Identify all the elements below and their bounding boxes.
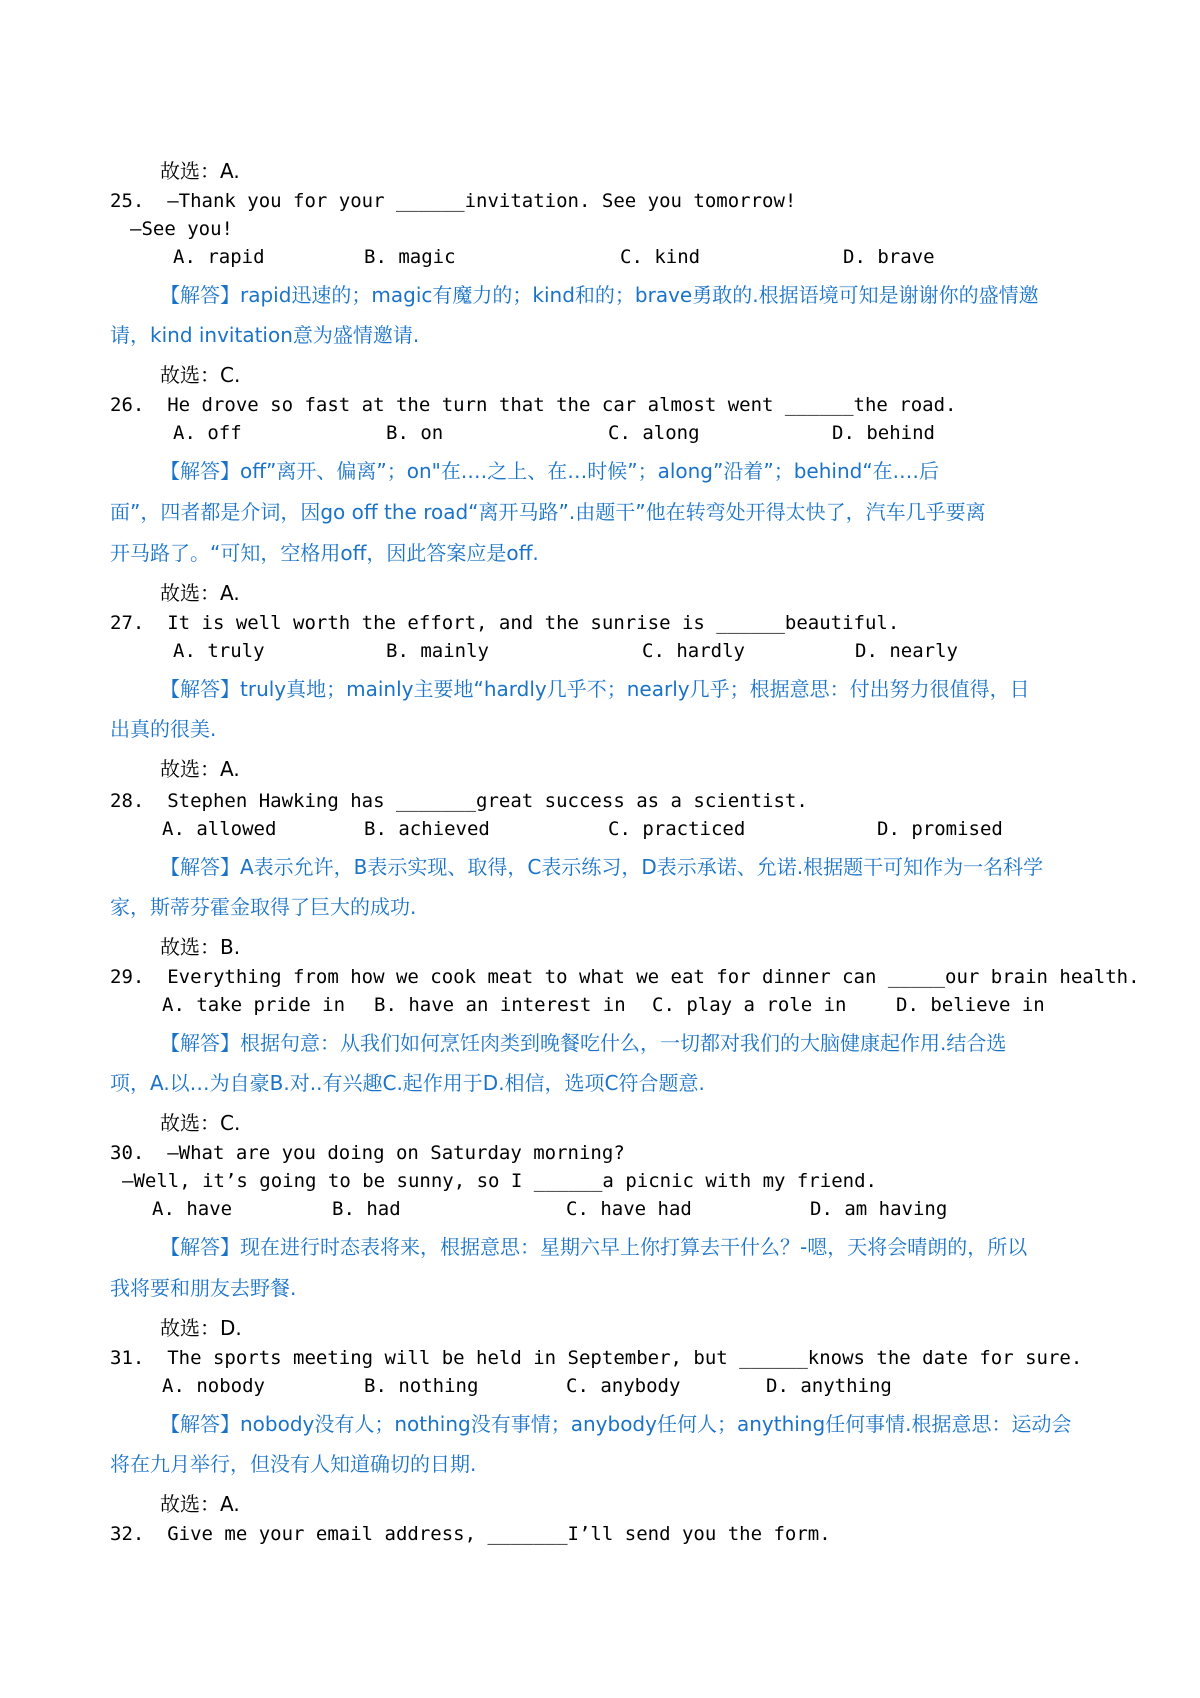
option-31-a: A. nobody — [162, 1375, 265, 1397]
analysis-31-line1: 【解答】nobody没有人；nothing没有事情；anybody任何人；anything任何事情.根据意思：运动会 — [160, 1412, 1072, 1436]
option-26-c: C. along — [608, 422, 700, 444]
analysis-31-line2: 将在九月举行，但没有人知道确切的日期. — [110, 1452, 477, 1476]
option-30-c: C. have had — [566, 1198, 692, 1220]
question-25-reply: —See you! — [130, 218, 233, 240]
choice-27: 故选：A. — [160, 757, 240, 781]
choice-31: 故选：A. — [160, 1492, 240, 1516]
choice-26: 故选：A. — [160, 581, 240, 605]
question-30-reply: —Well, it’s going to be sunny, so I ______a picnic with my friend. — [122, 1170, 877, 1192]
option-28-d: D. promised — [877, 818, 1003, 840]
question-27: 27. It is well worth the effort, and the sunrise is ______beautiful. — [110, 612, 900, 634]
choice-25: 故选：C. — [160, 363, 241, 387]
option-27-d: D. nearly — [855, 640, 958, 662]
analysis-27-line2: 出真的很美. — [110, 717, 217, 741]
option-25-b: B. magic — [364, 246, 456, 268]
question-28: 28. Stephen Hawking has _______great success as a scientist. — [110, 790, 808, 812]
option-26-b: B. on — [386, 422, 444, 444]
analysis-26-line2: 面”，四者都是介词，因go off the road“离开马路”.由题干”他在转弯处开得太快了，汽车几乎要离 — [110, 500, 986, 524]
option-30-d: D. am having — [810, 1198, 948, 1220]
option-25-c: C. kind — [620, 246, 701, 268]
option-31-c: C. anybody — [566, 1375, 681, 1397]
option-29-d: D. believe in — [896, 994, 1045, 1016]
question-26: 26. He drove so fast at the turn that the car almost went ______the road. — [110, 394, 957, 416]
option-30-a: A. have — [152, 1198, 233, 1220]
analysis-30-line1: 【解答】现在进行时态表将来，根据意思：星期六早上你打算去干什么？-嗯，天将会晴朗的，所以 — [160, 1235, 1028, 1259]
analysis-25-line1: 【解答】rapid迅速的；magic有魔力的；kind和的；brave勇敢的.根据语境可知是谢谢你的盛情邀 — [160, 283, 1039, 307]
choice-29: 故选：C. — [160, 1111, 241, 1135]
question-32: 32. Give me your email address, _______I’ll send you the form. — [110, 1523, 831, 1545]
analysis-30-line2: 我将要和朋友去野餐. — [110, 1276, 297, 1300]
option-28-a: A. allowed — [162, 818, 277, 840]
option-27-a: A. truly — [173, 640, 265, 662]
option-30-b: B. had — [332, 1198, 401, 1220]
question-31: 31. The sports meeting will be held in September, but ______knows the date for sure. — [110, 1347, 1083, 1369]
analysis-29-line1: 【解答】根据句意：从我们如何烹饪肉类到晚餐吃什么，一切都对我们的大脑健康起作用.结合选 — [160, 1031, 1007, 1055]
question-30: 30. —What are you doing on Saturday morning? — [110, 1142, 625, 1164]
option-28-c: C. practiced — [608, 818, 746, 840]
analysis-27-line1: 【解答】truly真地；mainly主要地“hardly几乎不；nearly几乎；根据意思：付出努力很值得，日 — [160, 677, 1030, 701]
analysis-26-line1: 【解答】off”离开、偏离”；on"在.…之上、在…时候”；along”沿着”；behind“在.…后 — [160, 459, 940, 483]
choice-24: 故选：A. — [160, 159, 240, 183]
option-27-c: C. hardly — [642, 640, 745, 662]
question-29: 29. Everything from how we cook meat to what we eat for dinner can _____our brain health. — [110, 966, 1140, 988]
option-28-b: B. achieved — [364, 818, 490, 840]
choice-28: 故选：B. — [160, 935, 241, 959]
analysis-28-line2: 家，斯蒂芬霍金取得了巨大的成功. — [110, 895, 417, 919]
option-26-a: A. off — [173, 422, 242, 444]
choice-30: 故选：D. — [160, 1316, 242, 1340]
option-25-a: A. rapid — [173, 246, 265, 268]
option-31-d: D. anything — [766, 1375, 892, 1397]
analysis-26-line3: 开马路了。“可知，空格用off，因此答案应是off. — [110, 541, 539, 565]
option-29-a: A. take pride in — [162, 994, 346, 1016]
option-31-b: B. nothing — [364, 1375, 479, 1397]
analysis-29-line2: 项，A.以…为自豪B.对..有兴趣C.起作用于D.相信，选项C符合题意. — [110, 1071, 705, 1095]
question-25: 25. —Thank you for your ______invitation. See you tomorrow! — [110, 190, 797, 212]
option-26-d: D. behind — [832, 422, 935, 444]
analysis-25-line2: 请，kind invitation意为盛情邀请. — [110, 323, 420, 347]
option-29-b: B. have an interest in — [374, 994, 626, 1016]
option-29-c: C. play a role in — [652, 994, 847, 1016]
option-27-b: B. mainly — [386, 640, 489, 662]
option-25-d: D. brave — [843, 246, 935, 268]
analysis-28-line1: 【解答】A表示允许，B表示实现、取得，C表示练习，D表示承诺、允诺.根据题干可知作为一名科学 — [160, 855, 1044, 879]
